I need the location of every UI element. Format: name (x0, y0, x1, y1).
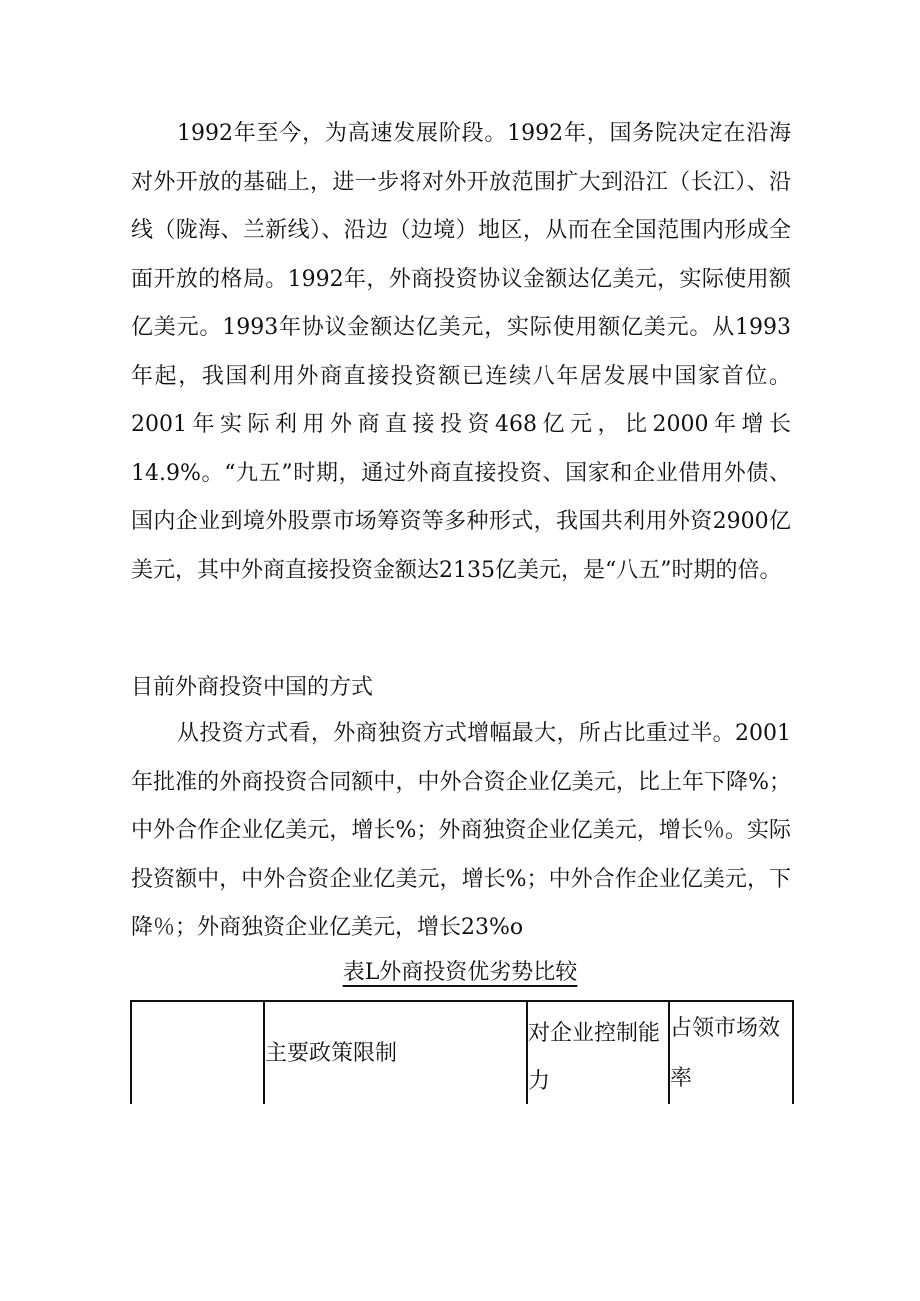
paragraph-investment-modes: 从投资方式看，外商独资方式增幅最大，所占比重过半。2001年批准的外商投资合同额中，中外合资企业亿美元，比上年下降%；中外合作企业亿美元，增长%；外商独资企业亿美元，增长％。实际投资额中，中外合资企业亿美元，增长%；中外合作企业亿美元，下降％；外商独资企业亿美元，增长23%o (131, 721, 791, 940)
table-top-border (130, 1000, 794, 1002)
section-heading: 目前外商投资中国的方式 (131, 675, 374, 700)
table-header-cell: 对企业控制能力 (528, 1021, 661, 1094)
table-caption: 表L外商投资优劣势比较 (342, 960, 578, 985)
table-header-cell: 主要政策限制 (265, 1041, 398, 1066)
paragraph-history: 1992年至今，为高速发展阶段。1992年，国务院决定在沿海对外开放的基础上，进一步将对外开放范围扩大到沿江（长江）、沿线（陇海、兰新线）、沿边（边境）地区，从而在全国范围内形成全面开放的格局。1992年，外商投资协议金额达亿美元，实际使用额亿美元。1993年协议金额达亿美元，实际使用额亿美元。从1993年起，我国利用外商直接投资额已连续八年居发展中国家首位。2001年实际利用外商直接投资468亿元，比2000年增长14.9%。“九五”时期，通过外商直接投资、国家和企业借用外债、国内企业到境外股票市场筹资等多种形式，我国共利用外资2900亿美元，其中外商直接投资金额达2135亿美元，是“八五”时期的倍。 (131, 121, 791, 583)
table-col-border (130, 1000, 132, 1104)
table-header-cell: 占领市场效率 (670, 1016, 781, 1091)
table-col-border (792, 1000, 794, 1104)
